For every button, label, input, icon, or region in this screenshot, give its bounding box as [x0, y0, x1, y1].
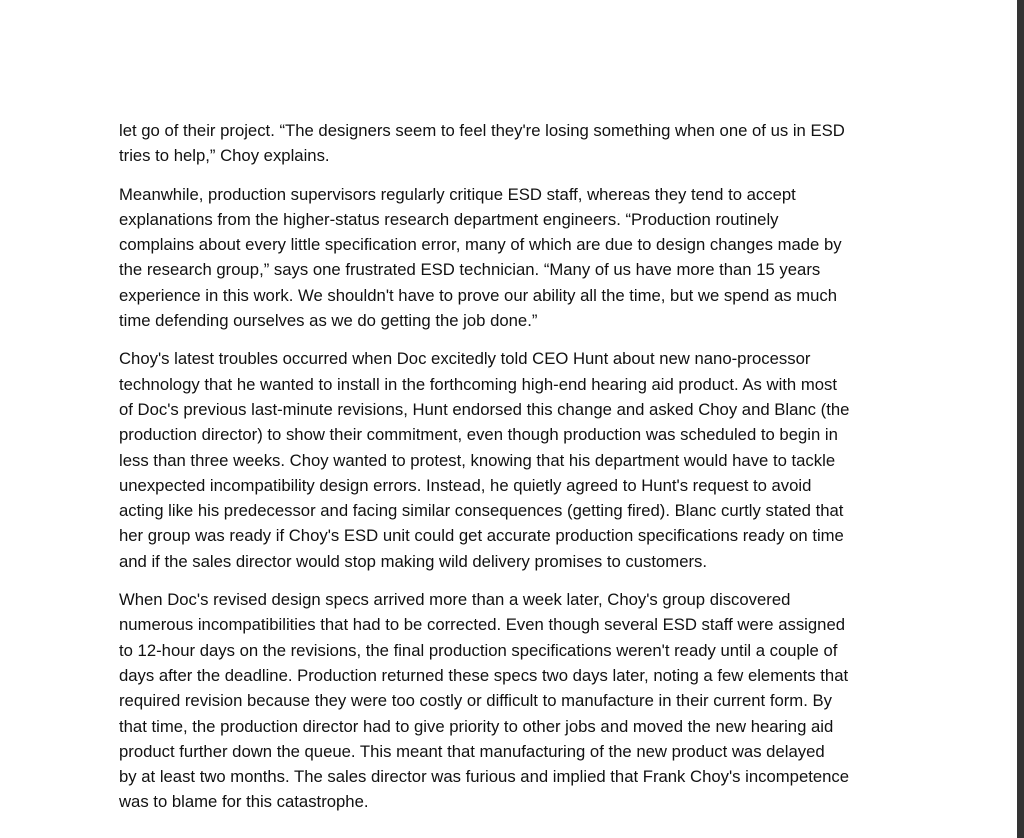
text-line: tries to help,” Choy explains.: [119, 146, 330, 166]
text-line: complains about every little specification error, many of which are due to design changes made by: [119, 235, 842, 255]
text-line: acting like his predecessor and facing similar consequences (getting fired). Blanc curtly stated that: [119, 501, 844, 521]
text-line: let go of their project. “The designers seem to feel they're losing something when one of us in ESD: [119, 121, 845, 140]
text-line: unexpected incompatibility design errors. Instead, he quietly agreed to Hunt's request to avoid: [119, 475, 812, 495]
text-line: numerous incompatibilities that had to be corrected. Even though several ESD staff were assigned: [119, 615, 846, 635]
page-edge-divider: [1017, 0, 1024, 838]
text-line: of Doc's previous last-minute revisions, Hunt endorsed this change and asked Choy and Blanc (the: [119, 399, 850, 419]
text-line: and if the sales director would stop making wild delivery promises to customers.: [119, 551, 708, 571]
text-line: production director) to show their commitment, even though production was scheduled to begin in: [119, 425, 838, 445]
text-line: required revision because they were too costly or difficult to manufacture in their current form. By: [119, 691, 832, 711]
text-line: was to blame for this catastrophe.: [119, 792, 369, 812]
text-line: time defending ourselves as we do getting the job done.”: [119, 311, 538, 331]
text-line: Choy's latest troubles occurred when Doc excitedly told CEO Hunt about new nano-processor: [119, 349, 811, 369]
text-line: product further down the queue. This meant that manufacturing of the new product was delayed: [119, 741, 825, 761]
text-line: to 12-hour days on the revisions, the final production specifications weren't ready until a couple of: [119, 640, 838, 660]
paragraph-1: [119, 118, 904, 169]
text-line: technology that he wanted to install in the forthcoming high-end hearing aid product. As with most: [119, 374, 837, 394]
text-line: by at least two months. The sales director was furious and implied that Frank Choy's incompetence: [119, 767, 850, 787]
text-line: days after the deadline. Production returned these specs two days later, noting a few elements that: [119, 665, 849, 685]
text-line: that time, the production director had to give priority to other jobs and moved the new hearing aid: [119, 716, 834, 736]
text-line: less than three weeks. Choy wanted to protest, knowing that his department would have to tackle: [119, 450, 836, 470]
text-line: the research group,” says one frustrated ESD technician. “Many of us have more than 15 years: [119, 260, 821, 280]
paragraph-2: [119, 182, 904, 334]
paragraph-3: [119, 346, 904, 574]
document-body: [119, 118, 904, 828]
paragraph-4: [119, 587, 904, 815]
text-line: explanations from the higher-status research department engineers. “Production routinely: [119, 209, 779, 229]
text-line: experience in this work. We shouldn't have to prove our ability all the time, but we spend as much: [119, 285, 838, 305]
text-line: When Doc's revised design specs arrived more than a week later, Choy's group discovered: [119, 590, 791, 610]
text-line: Meanwhile, production supervisors regularly critique ESD staff, whereas they tend to accept: [119, 184, 796, 204]
text-line: her group was ready if Choy's ESD unit could get accurate production specifications ready on time: [119, 526, 844, 546]
